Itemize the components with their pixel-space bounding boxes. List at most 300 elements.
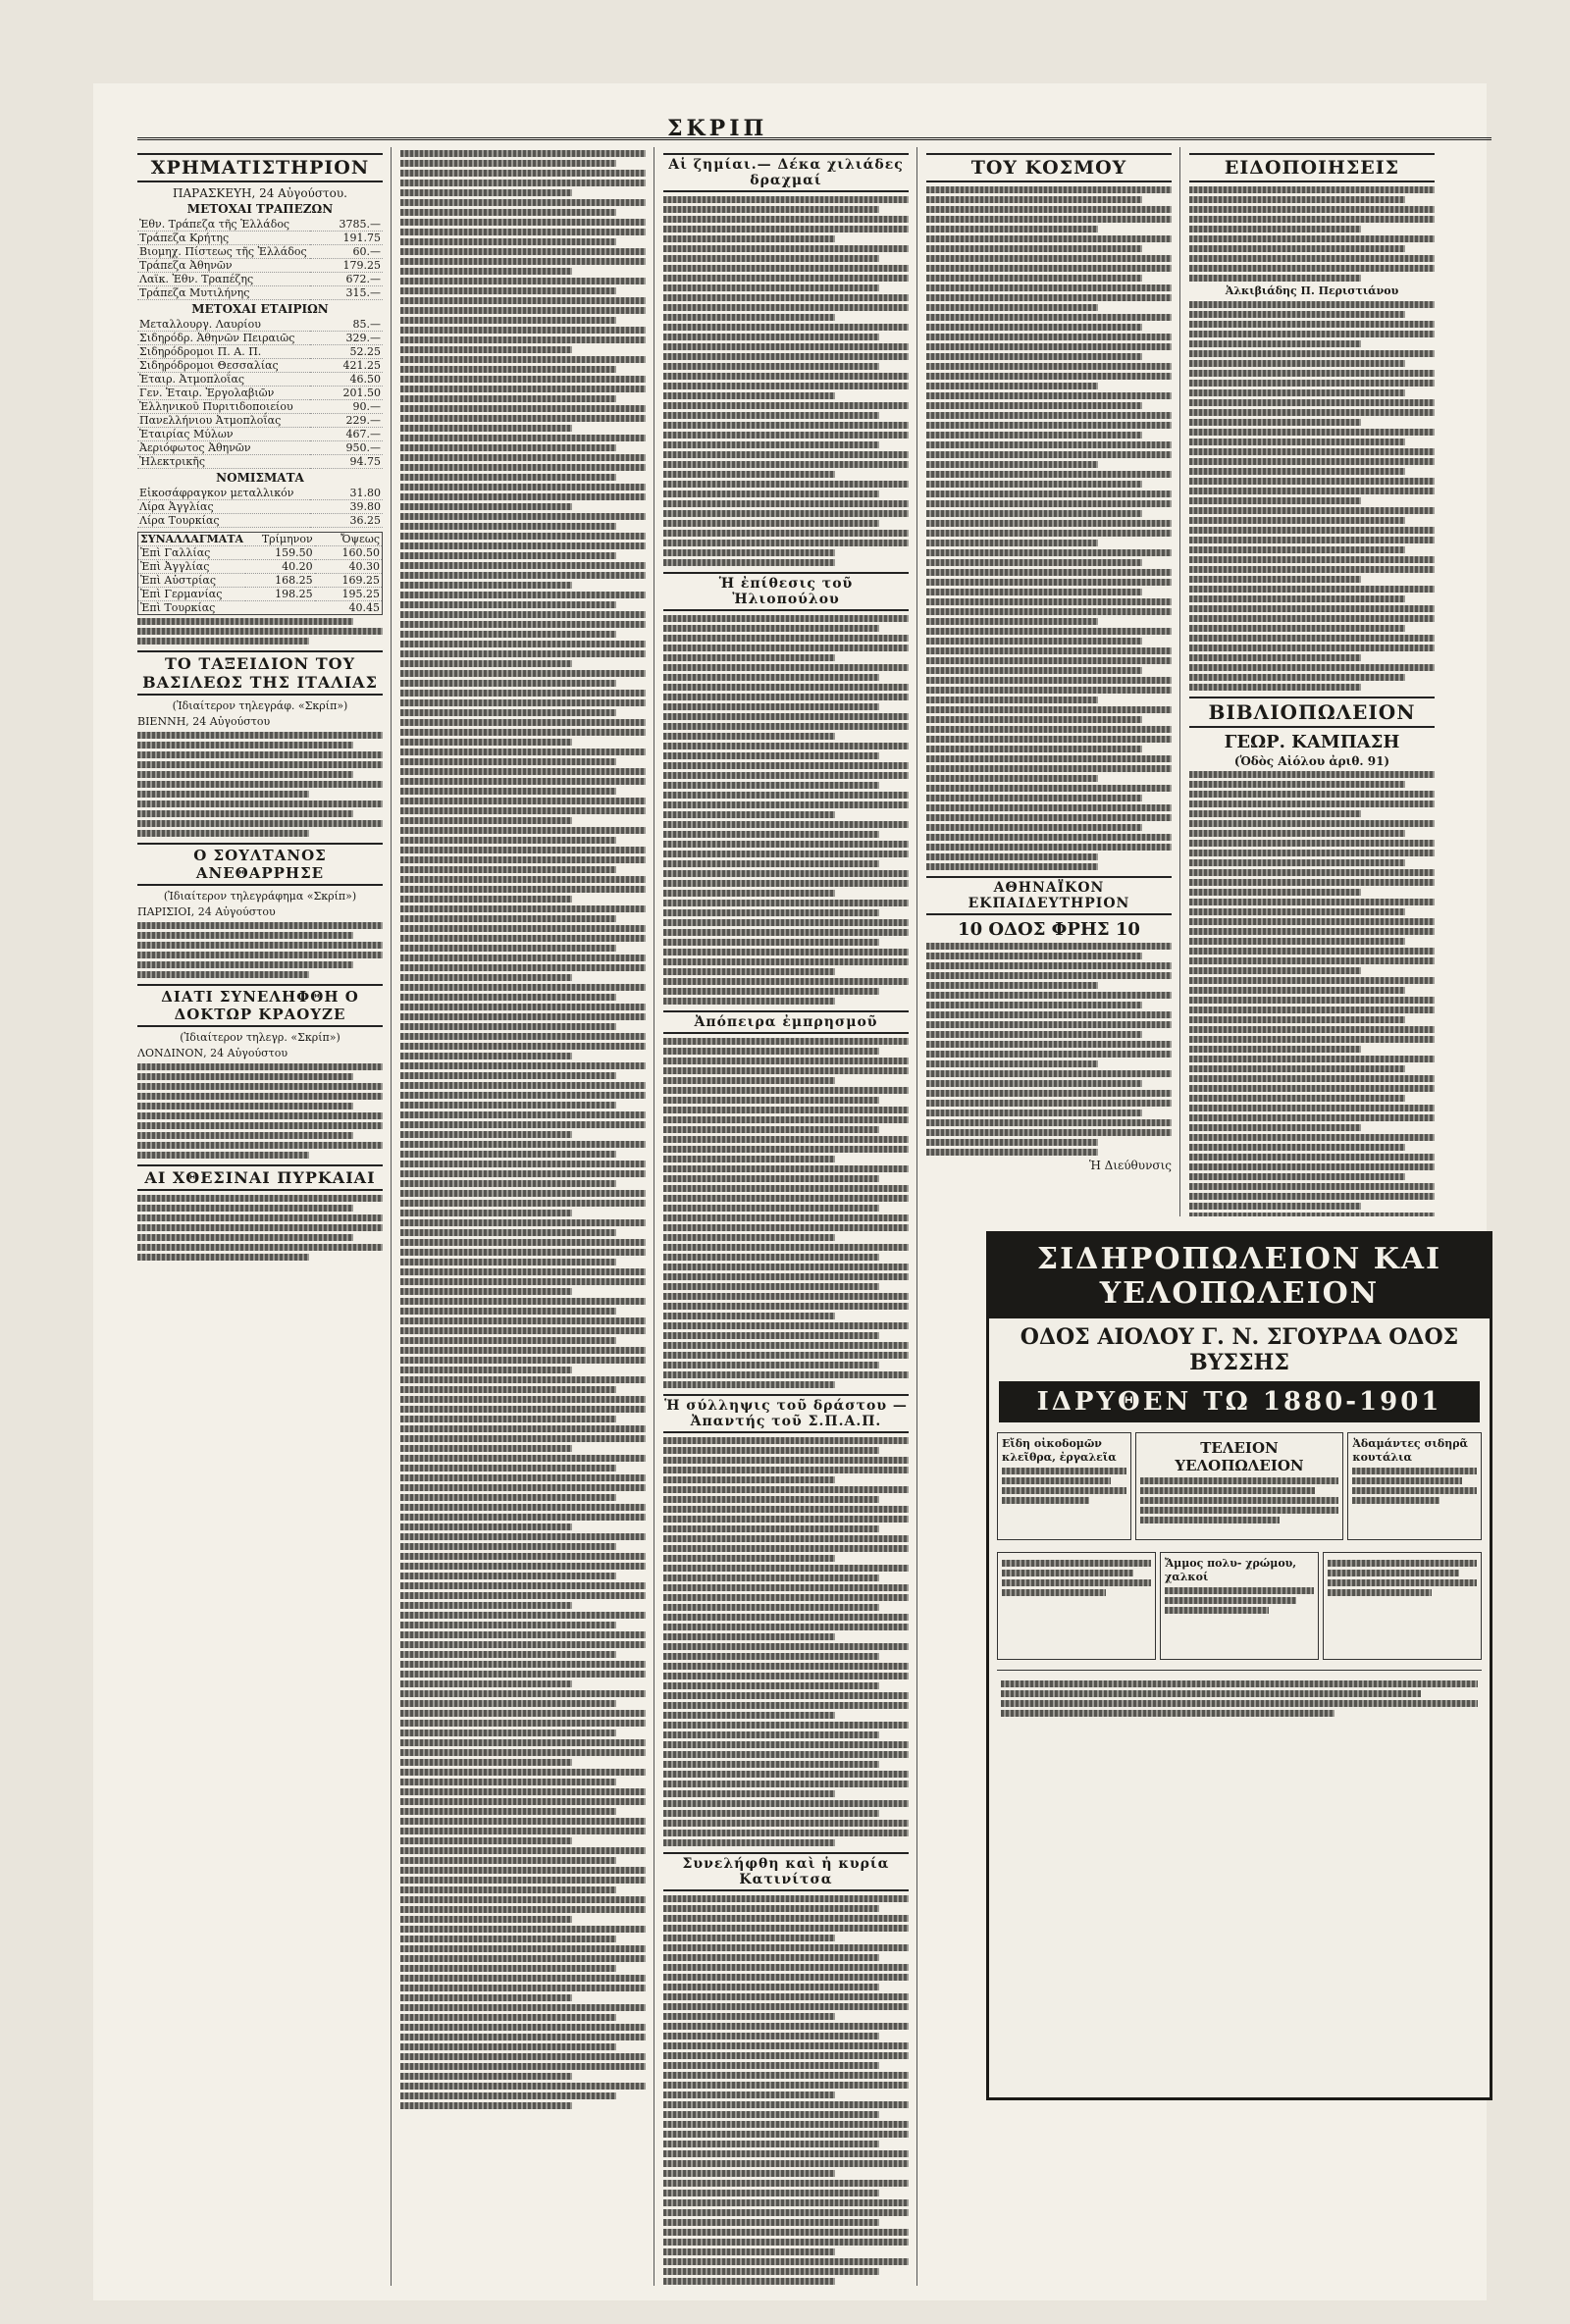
text-line [1189,556,1435,563]
text-line [663,743,909,749]
text-line [400,2014,616,2021]
text-line [663,1506,909,1513]
text-line [400,1877,646,1884]
text-line [400,749,646,755]
text-line [663,422,909,429]
text-line [926,481,1142,488]
text-line [1189,850,1435,856]
text-line [663,2278,835,2285]
text-line [400,1808,616,1815]
text-line [663,1915,909,1922]
text-line [400,1376,646,1383]
text-line [400,160,616,167]
text-line [400,1111,646,1118]
text-line [400,758,616,765]
table-row: Τράπεζα Κρήτης 191.75 [139,232,381,244]
text-line [663,1771,909,1778]
text-line [1189,615,1435,622]
text-line [1189,967,1361,974]
text-line [1189,1144,1405,1151]
table-row: Πανελλήνιου Ἀτμοπλοΐας 229.— [139,414,381,427]
text-line [400,268,572,275]
text-line [926,255,1172,262]
text-line [1189,1085,1435,1092]
text-line [400,1367,572,1373]
text-line [663,412,879,419]
text-line [663,432,909,439]
arrest-heading: Ἡ σύλληψις τοῦ δράστου — Ἀπαντής τοῦ Σ.Π.Α.Π. [663,1394,909,1433]
text-line [663,1214,909,1221]
text-line [926,265,1172,272]
text-line [663,2052,909,2059]
text-line [926,982,1098,989]
text-line [1189,1203,1361,1210]
text-line [663,1244,909,1251]
text-line [1189,645,1435,651]
text-line [400,248,646,255]
text-line [1189,889,1361,896]
text-line [400,1298,646,1305]
exchange-date: ΠΑΡΑΣΚΕΥΗ, 24 Αὐγούστου. [173,186,347,200]
text-line [400,1867,646,1874]
text-line [400,699,646,706]
text-line [400,1514,646,1521]
text-line [663,1810,879,1817]
text-line [400,1494,616,1501]
text-line [400,415,646,422]
text-line [400,788,616,795]
text-line [926,500,1172,507]
text-line [926,245,1142,252]
text-line [1189,938,1405,945]
text-line [1189,810,1361,817]
masthead-title: ΣΚΡΙΠ [667,116,768,141]
text-line [663,1156,835,1162]
text-line [400,1219,646,1226]
text-line [663,1525,879,1532]
text-line [400,1435,646,1442]
text-line [663,1830,909,1836]
text-line [926,432,1142,439]
text-line [663,500,909,507]
text-line [400,1092,646,1099]
text-line [663,1048,879,1055]
text-line [400,1553,646,1560]
text-line [1189,948,1435,955]
text-line [400,1043,646,1050]
text-line [663,1663,909,1670]
text-line [400,278,646,284]
text-line [926,716,1142,723]
krause-heading: ΔΙΑΤΙ ΣΥΝΕΛΗΦΘΗ Ο ΔΟΚΤΩΡ ΚΡΑΟΥΖΕ [137,984,383,1027]
text-line [663,1437,909,1444]
text-line [926,814,1172,821]
text-line [663,1486,909,1493]
text-line [1189,1095,1405,1102]
text-line [400,1779,616,1785]
ad-cell: ΤΕΛΕΙΟΝ ΥΕΛΟΠΩΛΕΙΟΝ [1135,1432,1344,1540]
ad-grid [995,1430,1484,1542]
text-line [663,275,909,282]
text-line [663,900,909,906]
table-row: Ἐπὶ Αὐστρίας 168.25 169.25 [138,574,383,588]
table-row: Ἑλληνικοῦ Πυριτιδοποιείου 90.— [139,400,381,413]
text-line [400,1798,646,1805]
text-line [926,795,1142,801]
text-line [663,441,879,448]
text-line [926,726,1172,733]
text-line [1189,265,1435,272]
text-line [663,520,879,527]
text-line [663,2150,909,2157]
text-line [400,2024,646,2031]
text-line [663,294,909,301]
text-line [400,886,646,893]
text-line [400,1425,646,1432]
text-line [663,491,879,497]
text-line [663,615,909,622]
text-line [400,1661,646,1668]
text-line [663,255,879,262]
text-line [1189,957,1435,964]
text-line [663,1496,879,1503]
text-line [400,778,646,785]
text-line [663,2072,909,2079]
text-line [663,1624,909,1630]
text-line [400,395,616,402]
krause-dateline: ΛΟΝΔΙΝΟΝ, 24 Αὐγούστου [137,1047,288,1059]
text-line [1189,1026,1435,1033]
text-line [663,1702,909,1709]
table-row: Ἐπὶ Γερμανίας 198.25 195.25 [138,588,383,601]
table-row: Ἠλεκτρικῆς 94.75 [139,455,381,468]
text-line [1189,226,1361,232]
text-line [400,1641,646,1648]
text-line [1189,899,1435,905]
table-row: Σιδηρόδρομοι Θεσσαλίας 421.25 [139,359,381,372]
school-heading: ΑΘΗΝΑΪΚΟΝ ΕΚΠΑΙΔΕΥΤΗΡΙΟΝ [926,876,1172,915]
text-line [1189,1065,1405,1072]
text-line [1189,488,1435,494]
text-line [400,719,646,726]
text-line [663,1935,835,1941]
text-line [1189,331,1435,337]
text-line [663,1283,879,1290]
text-line [663,1653,879,1660]
text-line [400,523,616,530]
text-line [400,1161,646,1167]
text-line [400,592,646,598]
text-line [663,782,879,789]
column-2 [400,147,646,2286]
text-line [926,1011,1172,1018]
text-line [400,1151,616,1158]
text-line [926,834,1172,841]
table-row: Εἰκοσάφραγκον μεταλλικόν 31.80 [139,487,381,499]
table-row: Ἐπὶ Γαλλίας 159.50 160.50 [138,546,383,560]
text-line [400,1504,646,1511]
exchange-heading: ΧΡΗΜΑΤΙΣΤΗΡΙΟΝ [137,153,383,182]
text-line [926,657,1172,664]
text-line [663,958,909,965]
text-line [926,765,1172,772]
text-line [663,733,835,740]
ad-cell [997,1552,1156,1660]
table-row: Ἑταιρίας Μύλων 467.— [139,428,381,440]
text-line [400,1023,616,1030]
text-line [400,1288,572,1295]
text-line [400,1612,646,1619]
text-line [663,2042,909,2049]
italy-heading: ΤΟ ΤΑΞΕΙΔΙΟΝ ΤΟΥ ΒΑΣΙΛΕΩΣ ΤΗΣ ΙΤΑΛΙΑΣ [137,650,383,696]
text-line [663,1273,909,1280]
text-line [663,929,909,936]
text-line [663,713,909,720]
text-line [400,866,616,873]
text-line [663,1712,835,1719]
text-line [663,694,909,700]
text-line [663,451,909,458]
text-line [663,752,879,759]
text-line [1189,275,1361,282]
text-line [400,1190,646,1197]
text-line [400,572,646,579]
italy-source: (Ἰδιαίτερον τηλεγράφ. «Σκρίπ») [172,699,348,712]
text-line [663,1332,879,1339]
text-line [1189,419,1361,426]
text-line [926,491,1172,497]
text-line [926,1060,1098,1067]
text-line [400,1121,646,1128]
text-line [400,199,646,206]
text-line [400,680,616,687]
table-row: Ἀεριόφωτος Ἀθηνῶν 950.— [139,441,381,454]
text-line [400,444,616,451]
world-heading: ΤΟΥ ΚΟΣΜΟΥ [926,153,1172,182]
text-line [1189,389,1405,396]
text-line [1189,507,1435,514]
text-line [400,493,646,500]
text-line [663,2131,909,2138]
text-line [926,1100,1172,1107]
text-line [1189,840,1435,847]
text-line [663,1545,909,1552]
text-line [663,481,909,488]
text-line [663,968,835,975]
text-line [663,1146,909,1153]
text-line [663,2219,879,2226]
text-line [663,1322,909,1329]
text-line [663,2033,879,2040]
ad-cell [1323,1552,1482,1660]
text-line [400,1249,646,1256]
text-line [926,324,1142,331]
text-line [663,635,909,642]
column-rule [1179,147,1180,1216]
text-line [663,1673,909,1679]
text-line [1189,216,1435,223]
text-line [663,762,909,769]
text-line [663,559,835,566]
text-line [400,189,572,196]
text-line [400,837,616,844]
text-line [926,383,1098,389]
text-line [663,196,909,203]
text-line [926,540,1098,546]
text-line [926,853,1098,860]
text-line [400,1857,616,1864]
text-line [926,824,1142,831]
text-line [400,660,572,667]
text-line [926,422,1172,429]
text-line [663,343,909,350]
text-line [663,684,909,691]
text-line [400,1013,646,1020]
text-line [663,939,879,946]
text-line [1189,1183,1435,1190]
text-line [400,1886,616,1893]
text-line [926,569,1172,576]
text-line [663,392,835,399]
text-line [400,258,646,265]
italy-dateline: ΒΙΕΝΝΗ, 24 Αὐγούστου [137,715,271,728]
katinitsa-heading: Συνελήφθη καὶ ἡ κυρία Κατινίτσα [663,1852,909,1891]
text-line [400,2053,646,2060]
companies-table [137,318,383,469]
coins-table [137,487,383,528]
text-line [1189,206,1435,213]
text-line [400,405,646,412]
text-line [400,1837,572,1844]
text-line [926,461,1098,468]
text-line [1189,664,1435,671]
text-line [400,1847,646,1854]
text-line [663,1731,879,1738]
text-line [926,667,1142,674]
text-line [663,998,835,1005]
text-line [1189,527,1435,534]
text-line [663,373,909,380]
text-line [1189,635,1435,642]
text-line [400,229,646,235]
text-line [400,1484,646,1491]
text-line [400,1524,572,1530]
text-line [926,1129,1172,1136]
text-line [400,1818,646,1825]
text-line [400,1690,646,1697]
text-line [663,2003,909,2010]
text-line [663,1839,835,1846]
text-line [663,235,835,242]
sultan-source: (Ἰδιαίτερον τηλεγράφημα «Σκρίπ») [163,890,357,903]
table-row: Ἐπὶ Ἀγγλίας 40.20 40.30 [138,560,383,574]
sultan-dateline: ΠΑΡΙΣΙΟΙ, 24 Αὐγούστου [137,905,276,918]
text-line [400,1268,646,1275]
text-line [400,1033,646,1040]
text-line [663,860,879,867]
column-rule [916,147,917,2286]
text-line [926,520,1172,527]
text-line [1189,977,1435,984]
text-line [400,327,646,334]
text-line [663,1476,835,1483]
text-line [663,645,909,651]
text-line [663,1077,835,1084]
text-line [926,589,1142,595]
text-line [1189,448,1435,455]
column-1 [137,147,383,2286]
text-line [1189,820,1435,827]
text-line [400,709,616,716]
text-line [663,978,909,985]
text-line [1189,1036,1435,1043]
text-line [400,1563,646,1570]
text-line [400,1210,572,1216]
text-line [663,851,909,857]
text-line [663,1692,909,1699]
text-line [926,441,1172,448]
text-line [400,964,646,971]
text-line [1189,458,1435,465]
text-line [400,1651,616,1658]
text-line [926,953,1142,959]
text-line [1189,1213,1435,1216]
text-line [926,755,1172,762]
text-line [663,919,909,926]
text-line [400,1759,572,1766]
text-line [663,226,909,232]
text-line [663,2141,879,2147]
text-line [400,2043,616,2050]
text-line [400,2034,646,2040]
text-line [400,1945,646,1952]
text-line [1189,928,1435,935]
text-line [926,647,1172,654]
column-5 [1189,147,1435,1216]
table-row: Λίρα Ἀγγλίας 39.80 [139,500,381,513]
text-line [663,1136,909,1143]
text-line [663,2229,909,2236]
ad-established: ΙΔΡΥΘΕΝ ΤΩ 1880-1901 [999,1381,1480,1422]
text-line [400,219,646,226]
bookshop-address: (Ὁδὸς Αἰόλου ἀριθ. 91) [1233,754,1390,768]
text-line [663,2023,909,2030]
ad-cell: Ἀδαμάντες σιδηρᾶ κουτάλια [1347,1432,1482,1540]
school-address: 10 ΟΔΟΣ ΦΡΗΣ 10 [958,919,1140,940]
text-line [400,1710,646,1717]
text-line [1001,1700,1478,1707]
text-line [663,314,835,321]
text-line [400,1739,646,1746]
text-line [926,844,1172,851]
text-line [926,1070,1172,1077]
text-line [400,1180,616,1187]
text-line [400,856,646,863]
text-line [926,451,1172,458]
text-line [1001,1680,1478,1687]
hardware-store-ad [986,1231,1492,2100]
text-line [1189,1134,1435,1141]
text-line [400,1582,646,1589]
text-line [663,1224,909,1231]
text-line [400,376,646,383]
text-line [926,334,1172,340]
text-line [400,1259,616,1265]
text-line [926,412,1172,419]
text-line [1189,1154,1435,1161]
text-line [926,1139,1098,1146]
text-line [400,170,646,177]
